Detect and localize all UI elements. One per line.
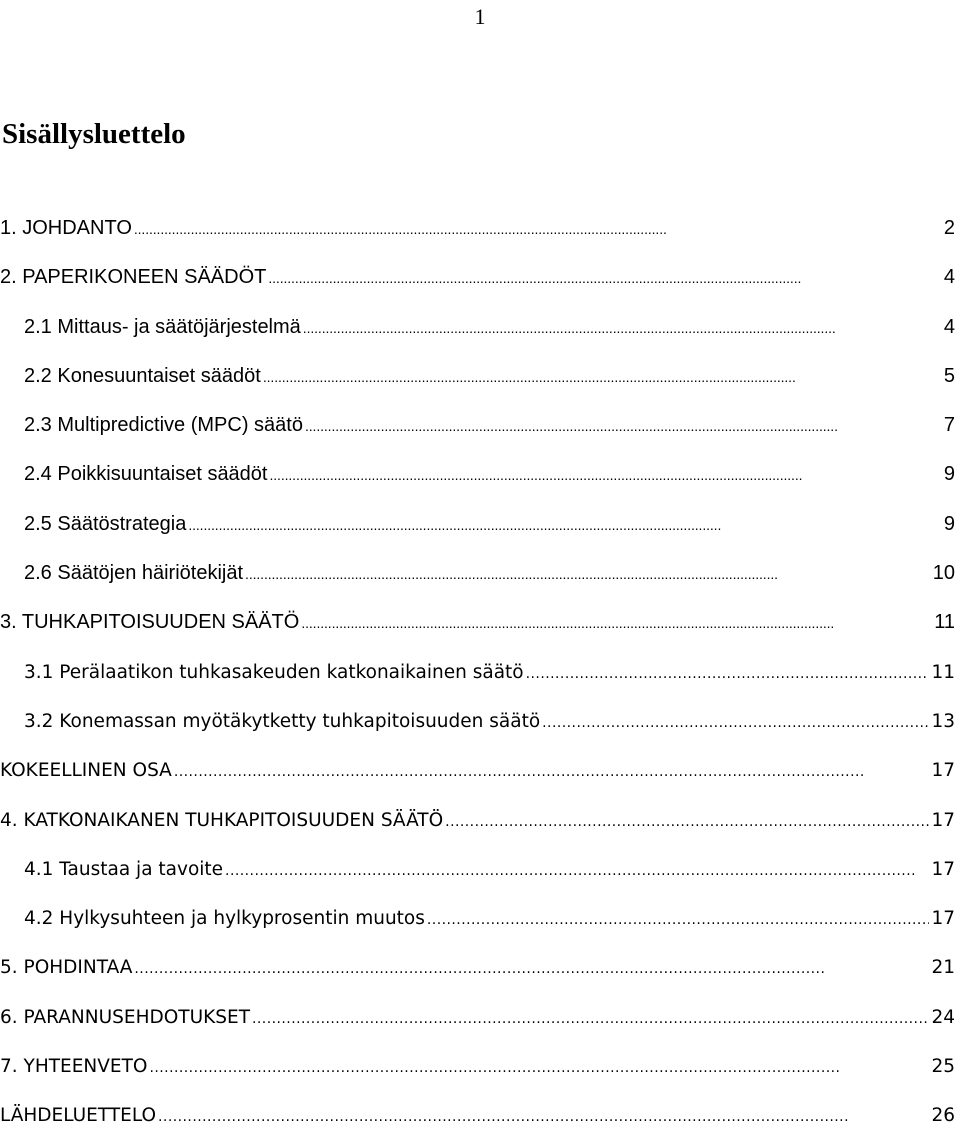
- dot-leader: [445, 796, 929, 847]
- toc-entry-mittaus-ja-saatojarjestelma[interactable]: [0, 303, 960, 352]
- dot-leader: [270, 450, 942, 500]
- dot-leader: [188, 500, 942, 550]
- dot-leader: [542, 697, 929, 748]
- toc-entry-label: 2.3 Multipredictive (MPC) säätö: [24, 414, 303, 437]
- toc-entry-page: 7: [943, 414, 955, 437]
- toc-entry-johdanto[interactable]: [0, 204, 960, 253]
- table-of-contents: [0, 204, 960, 1141]
- toc-entry-saatostrategia[interactable]: [0, 500, 960, 549]
- dot-leader: [225, 845, 929, 896]
- toc-entry-label: 6. PARANNUSEHDOTUKSET: [0, 1006, 250, 1028]
- toc-entry-saatojen-hairiotekijat[interactable]: [0, 549, 960, 598]
- page-number: 1: [474, 4, 486, 29]
- toc-entry-katkonaikanen-saato[interactable]: [0, 796, 960, 845]
- toc-entry-paperikoneen-saadot[interactable]: [0, 253, 960, 302]
- toc-entry-page: 10: [932, 562, 955, 585]
- toc-entry-page: 17: [931, 858, 955, 880]
- toc-entry-taustaa-ja-tavoite[interactable]: [0, 845, 960, 894]
- toc-entry-label: 2.1 Mittaus- ja säätöjärjestelmä: [24, 315, 301, 338]
- toc-entry-label: 3. TUHKAPITOISUUDEN SÄÄTÖ: [0, 611, 300, 634]
- toc-entry-label: 2.4 Poikkisuuntaiset säädöt: [24, 463, 268, 486]
- toc-entry-label: 3.2 Konemassan myötäkytketty tuhkapitoisuuden säätö: [24, 710, 541, 732]
- toc-entry-tuhkapitoisuuden-saato[interactable]: [0, 598, 960, 647]
- dot-leader: [263, 352, 942, 402]
- dot-leader: [174, 746, 930, 797]
- toc-entry-page: 17: [931, 908, 955, 930]
- dot-leader: [427, 894, 930, 945]
- toc-entry-page: 11: [931, 661, 955, 683]
- dot-leader: [301, 598, 932, 648]
- toc-entry-label: LÄHDELUETTELO: [0, 1105, 157, 1127]
- toc-entry-yhteenveto[interactable]: [0, 1042, 960, 1091]
- toc-entry-label: 3.1 Perälaatikon tuhkasakeuden katkonaikainen säätö: [24, 661, 524, 683]
- toc-entry-label: 2. PAPERIKONEEN SÄÄDÖT: [0, 266, 267, 289]
- dot-leader: [245, 549, 931, 599]
- dot-leader: [303, 303, 942, 353]
- toc-entry-page: 4: [943, 266, 955, 289]
- toc-entry-page: 17: [931, 760, 955, 782]
- toc-entry-label: KOKEELLINEN OSA: [0, 760, 172, 782]
- toc-entry-hylkysuhteen-muutos[interactable]: [0, 894, 960, 943]
- dot-leader: [158, 1091, 929, 1142]
- toc-entry-page: 9: [943, 463, 955, 486]
- toc-entry-label: 2.2 Konesuuntaiset säädöt: [24, 364, 261, 387]
- dot-leader: [134, 943, 929, 994]
- toc-entry-page: 5: [943, 364, 955, 387]
- dot-leader: [252, 993, 929, 1044]
- toc-entry-label: 4.2 Hylkysuhteen ja hylkyprosentin muutos: [24, 908, 425, 930]
- toc-entry-page: 17: [931, 809, 955, 831]
- toc-entry-label: 4. KATKONAIKANEN TUHKAPITOISUUDEN SÄÄTÖ: [0, 809, 444, 831]
- toc-entry-label: 2.5 Säätöstrategia: [24, 512, 187, 535]
- toc-entry-label: 1. JOHDANTO: [0, 217, 132, 239]
- dot-leader: [305, 401, 942, 451]
- toc-entry-label: 2.6 Säätöjen häiriötekijät: [24, 562, 244, 585]
- toc-entry-kokeellinen-osa[interactable]: [0, 746, 960, 795]
- toc-entry-page: 2: [943, 217, 955, 239]
- toc-entry-label: 5. POHDINTAA: [0, 957, 133, 979]
- toc-entry-lahdeluettelo[interactable]: [0, 1091, 960, 1140]
- toc-entry-konemassan-saato[interactable]: [0, 697, 960, 746]
- toc-entry-multipredictive-saato[interactable]: [0, 401, 960, 450]
- toc-entry-pohdintaa[interactable]: [0, 943, 960, 992]
- toc-entry-page: 25: [931, 1056, 955, 1078]
- toc-entry-peralaatikon-saato[interactable]: [0, 648, 960, 697]
- toc-title: Sisällysluettelo: [2, 118, 186, 150]
- toc-entry-label: 7. YHTEENVETO: [0, 1056, 148, 1078]
- toc-entry-page: 11: [934, 611, 955, 634]
- dot-leader: [149, 1042, 929, 1093]
- toc-entry-page: 26: [931, 1105, 955, 1127]
- toc-entry-page: 21: [931, 957, 955, 979]
- toc-entry-konesuuntaiset-saadot[interactable]: [0, 352, 960, 401]
- toc-entry-page: 4: [943, 315, 955, 338]
- dot-leader: [134, 204, 942, 254]
- toc-entry-poikkisuuntaiset-saadot[interactable]: [0, 450, 960, 499]
- toc-entry-page: 13: [931, 710, 955, 732]
- toc-entry-page: 24: [931, 1006, 955, 1028]
- dot-leader: [268, 253, 942, 303]
- toc-entry-page: 9: [943, 512, 955, 535]
- toc-entry-label: 4.1 Taustaa ja tavoite: [24, 858, 224, 880]
- toc-entry-parannusehdotukset[interactable]: [0, 993, 960, 1042]
- dot-leader: [526, 648, 930, 699]
